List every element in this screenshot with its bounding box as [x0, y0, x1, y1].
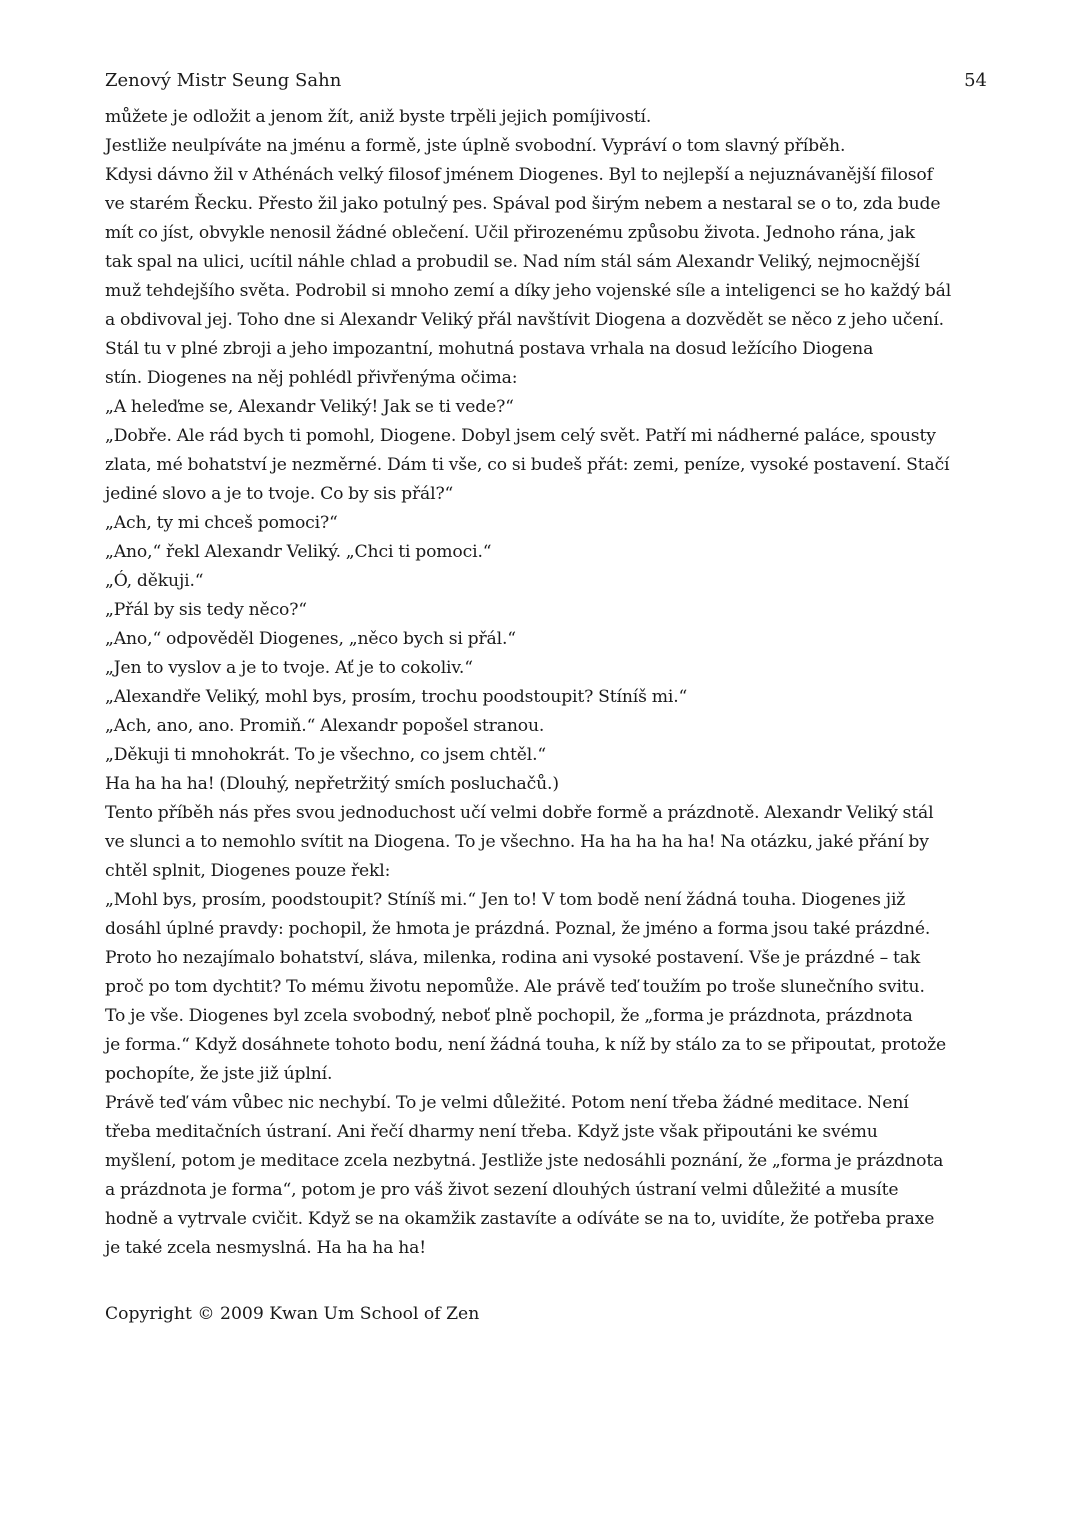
book-title: Zenový Mistr Seung Sahn	[105, 70, 342, 91]
text-line: „Alexandře Veliký, mohl bys, prosím, trochu poodstoupit? Stíníš mi.“	[105, 687, 688, 707]
text-line: ve slunci a to nemohlo svítit na Diogena. To je všechno. Ha ha ha ha ha! Na otázku, jaké přání by	[105, 832, 929, 852]
text-line: Stál tu v plné zbroji a jeho impozantní, mohutná postava vrhala na dosud ležícího Diogena	[105, 339, 874, 359]
text-line: „Ach, ty mi chceš pomoci?“	[105, 513, 338, 533]
text-line: „Ano,“ odpověděl Diogenes, „něco bych si přál.“	[105, 629, 516, 649]
text-line: chtěl splnit, Diogenes pouze řekl:	[105, 861, 391, 881]
text-line: mít co jíst, obvykle nenosil žádné oblečení. Učil přirozenému způsobu života. Jednoho rána, jak	[105, 223, 915, 243]
text-line: můžete je odložit a jenom žít, aniž byste trpěli jejich pomíjivostí.	[105, 107, 652, 127]
text-line: pochopíte, že jste již úplní.	[105, 1064, 333, 1084]
text-line: Ha ha ha ha! (Dlouhý, nepřetržitý smích posluchačů.)	[105, 774, 559, 794]
text-line: „Mohl bys, prosím, poodstoupit? Stíníš mi.“ Jen to! V tom bodě není žádná touha. Diogenes již	[105, 890, 906, 910]
page-number: 54	[964, 70, 987, 91]
text-line: proč po tom dychtit? To mému životu nepomůže. Ale právě teď toužím po troše slunečního svitu.	[105, 977, 925, 997]
text-line: „Děkuji ti mnohokrát. To je všechno, co jsem chtěl.“	[105, 745, 547, 765]
text-line: a prázdnota je forma“, potom je pro váš život sezení dlouhých ústraní velmi důležité a musíte	[105, 1180, 899, 1200]
text-line: „Přál by sis tedy něco?“	[105, 600, 307, 620]
text-line: třeba meditačních ústraní. Ani řečí dharmy není třeba. Když jste však připoutáni ke svému	[105, 1122, 878, 1142]
text-line: a obdivoval jej. Toho dne si Alexandr Veliký přál navštívit Diogena a dozvědět se něco z jeho učení.	[105, 310, 945, 330]
text-line: ve starém Řecku. Přesto žil jako potulný pes. Spával pod širým nebem a nestaral se o to, zda bude	[105, 194, 941, 214]
text-line: „A heleďme se, Alexandr Veliký! Jak se ti vede?“	[105, 397, 514, 417]
text-line: „Ó, děkuji.“	[105, 571, 204, 591]
text-line: muž tehdejšího světa. Podrobil si mnoho zemí a díky jeho vojenské síle a inteligenci se ho každý bál	[105, 281, 952, 301]
text-line: Právě teď vám vůbec nic nechybí. To je velmi důležité. Potom není třeba žádné meditace. Není	[105, 1093, 909, 1113]
text-line: Jestliže neulpíváte na jménu a formě, jste úplně svobodní. Vypráví o tom slavný příběh.	[105, 136, 846, 156]
text-line: Proto ho nezajímalo bohatství, sláva, milenka, rodina ani vysoké postavení. Vše je prázdné – tak	[105, 948, 921, 968]
text-line: je forma.“ Když dosáhnete tohoto bodu, není žádná touha, k níž by stálo za to se připoutat, protože	[105, 1035, 947, 1055]
text-line: Kdysi dávno žil v Athénách velký filosof jménem Diogenes. Byl to nejlepší a nejuznávanější filosof	[105, 165, 933, 185]
document-page	[105, 0, 987, 1536]
text-line: tak spal na ulici, ucítil náhle chlad a probudil se. Nad ním stál sám Alexandr Veliký, nejmocnější	[105, 252, 920, 272]
text-line: hodně a vytrvale cvičit. Když se na okamžik zastavíte a odíváte se na to, uvidíte, že potřeba praxe	[105, 1209, 935, 1229]
text-line: Tento příběh nás přes svou jednoduchost učí velmi dobře formě a prázdnotě. Alexandr Veliký stál	[105, 803, 934, 823]
text-line: „Jen to vyslov a je to tvoje. Ať je to cokoliv.“	[105, 658, 473, 678]
running-header	[105, 68, 987, 94]
copyright-notice: Copyright © 2009 Kwan Um School of Zen	[105, 1304, 480, 1324]
text-line: „Ach, ano, ano. Promiň.“ Alexandr popošel stranou.	[105, 716, 545, 736]
text-line: je také zcela nesmyslná. Ha ha ha ha!	[105, 1238, 426, 1258]
body-text	[105, 103, 987, 1263]
text-line: zlata, mé bohatství je nezměrné. Dám ti vše, co si budeš přát: zemi, peníze, vysoké postavení. Stačí	[105, 455, 950, 475]
text-line: dosáhl úplné pravdy: pochopil, že hmota je prázdná. Poznal, že jméno a forma jsou také prázdné.	[105, 919, 931, 939]
text-line: „Dobře. Ale rád bych ti pomohl, Diogene. Dobyl jsem celý svět. Patří mi nádherné paláce, spousty	[105, 426, 936, 446]
text-line: myšlení, potom je meditace zcela nezbytná. Jestliže jste nedosáhli poznání, že „forma je prázdnota	[105, 1151, 944, 1171]
text-line: „Ano,“ řekl Alexandr Veliký. „Chci ti pomoci.“	[105, 542, 492, 562]
text-line: stín. Diogenes na něj pohlédl přivřenýma očima:	[105, 368, 518, 388]
text-line: To je vše. Diogenes byl zcela svobodný, neboť plně pochopil, že „forma je prázdnota, prázdnota	[105, 1006, 913, 1026]
text-line: jediné slovo a je to tvoje. Co by sis přál?“	[105, 484, 454, 504]
